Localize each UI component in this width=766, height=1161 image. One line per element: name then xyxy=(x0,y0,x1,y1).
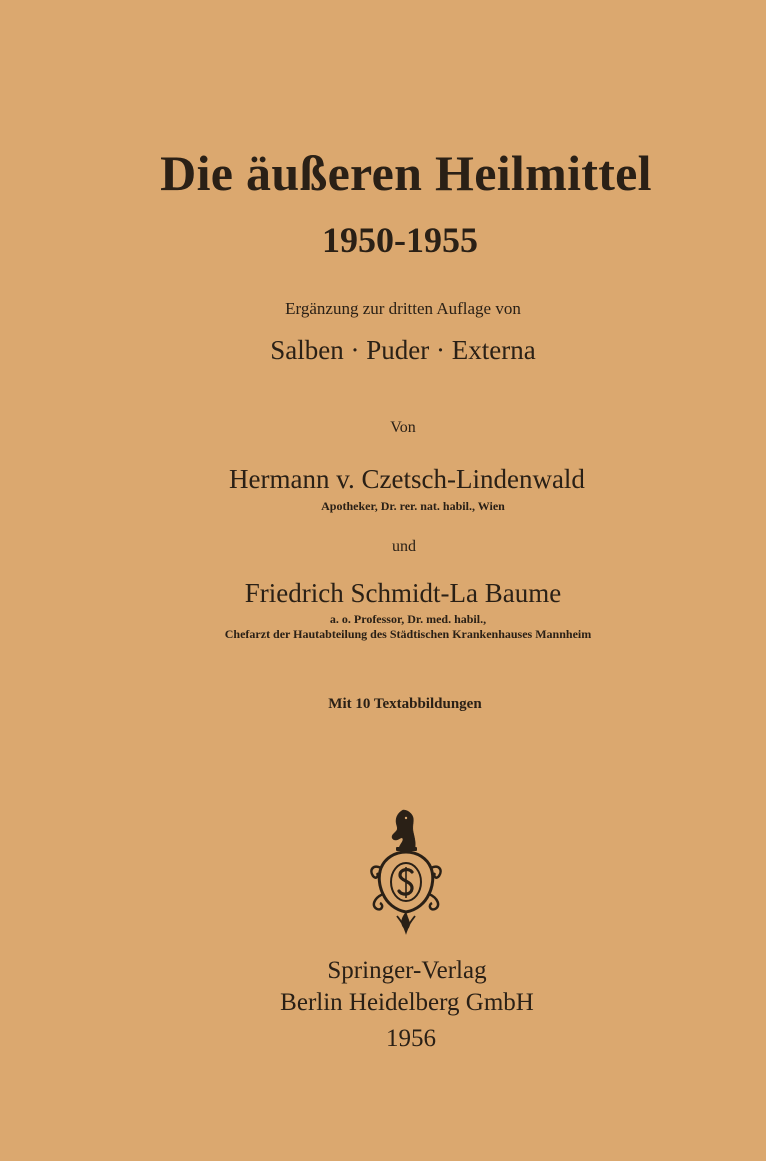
book-title: Die äußeren Heilmittel xyxy=(160,145,652,201)
publisher-name: Springer-Verlag xyxy=(327,957,487,984)
author-1-name: Hermann v. Czetsch-Lindenwald xyxy=(229,464,585,494)
publication-year: 1956 xyxy=(386,1025,436,1052)
author-2-name: Friedrich Schmidt-La Baume xyxy=(244,578,562,608)
supplement-note: Ergänzung zur dritten Auflage von xyxy=(285,299,521,318)
author-2-title-line-2: Chefarzt der Hautabteilung des Städtischen Krankenhauses Mannheim xyxy=(224,627,592,641)
book-years: 1950-1955 xyxy=(322,220,478,260)
and-label: und xyxy=(392,538,416,555)
springer-horse-logo xyxy=(365,806,447,936)
author-2-title-line-1: a. o. Professor, Dr. med. habil., xyxy=(329,612,487,626)
illustrations-note: Mit 10 Textabbildungen xyxy=(328,696,482,712)
by-label: Von xyxy=(390,419,416,436)
series-title: Salben · Puder · Externa xyxy=(270,335,536,365)
author-1-title: Apotheker, Dr. rer. nat. habil., Wien xyxy=(321,499,505,513)
publisher-location: Berlin Heidelberg GmbH xyxy=(280,989,534,1016)
